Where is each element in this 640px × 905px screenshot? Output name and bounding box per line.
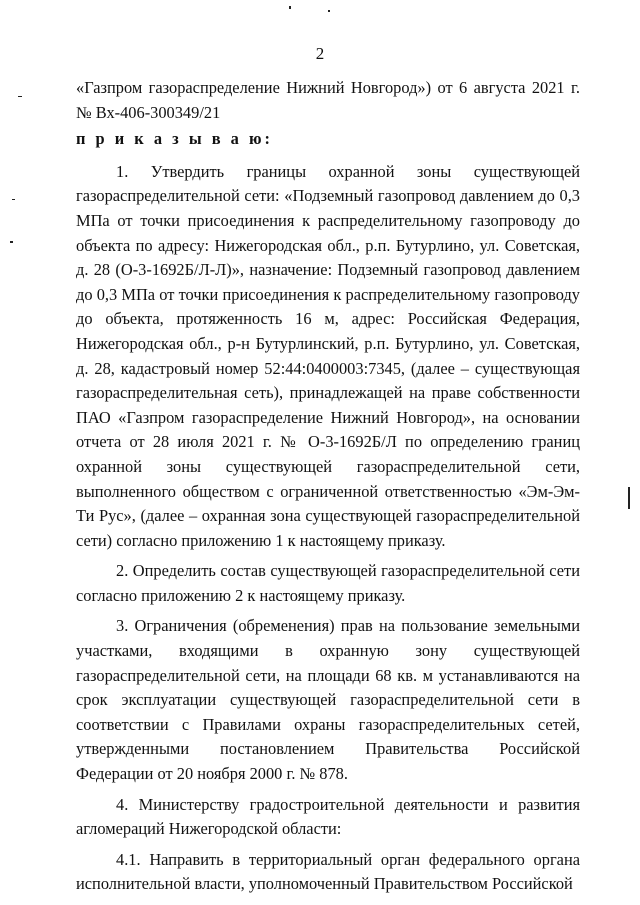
page-number: 2: [315, 44, 325, 63]
scan-speck: [328, 10, 330, 12]
paragraph-item-2: 2. Определить состав существующей газораспределительной сети согласно приложению 2 к настоящему приказу.: [76, 561, 580, 605]
paragraph-item-4: 4. Министерству градостроительной деятельности и развития агломераций Нижегородской области:: [76, 794, 580, 839]
scan-speck: [10, 241, 13, 243]
scan-speck: [628, 487, 630, 509]
document-body: [76, 76, 580, 897]
scan-speck: [18, 96, 22, 97]
scan-speck: [289, 6, 291, 9]
order-word: п р и к а з ы в а ю:: [76, 129, 273, 149]
paragraph-item-1: 1. Утвердить границы охранной зоны существующей газораспределительной сети: «Подземный газопровод давлением до 0,3 МПа от точки присоединения к распределительному газопроводу до объекта по адресу: Нижегородская обл., р.п. Бутурлино, ул. Советская, д. 28 (О-3-1692Б/Л-Л)», назначение: Подземный газопровод давлением до 0,3 МПа от точки присоединения к распределительному газопроводу до объекта, протяженность 16 м, адрес: Российская Федерация, Нижегородская обл., р-н Бутурлинский, р.п. Бутурлино, ул. Советская, д. 28, кадастровый номер 52:44:0400003:7345, (далее – существующая газораспределительная сеть), принадлежащей на праве собственности ПАО «Газпром газораспределение Нижний Новгород», на основании отчета от 28 июля 2021 г. № О-3-1692Б/Л по определению границ охранной зоны существующей газораспределительной сети, выполненного обществом с ограниченной ответственностью «Эм-Эм-Ти Рус», (далее – охранная зона существующей газораспределительной сети) согласно приложению 1 к настоящему приказу.: [76, 161, 580, 550]
scan-speck: [12, 199, 15, 200]
paragraph-item-3: 3. Ограничения (обременения) прав на пользование земельными участками, входящими в охранную зону существующей газораспределительной сети, на площади 68 кв. м устанавливаются на срок эксплуатации существующей газораспределительной сети в соответствии с Правилами охраны газораспределительных сетей, утвержденными постановлением Правительства Российской Федерации от 20 ноября 2000 г. № 878.: [76, 616, 580, 784]
paragraph-item-4-1: 4.1. Направить в территориальный орган федерального органа исполнительной власти, уполномоченный Правительством Российской: [76, 849, 580, 894]
paragraph-intro: «Газпром газораспределение Нижний Новгород») от 6 августа 2021 г. № Вх-406-300349/21: [76, 78, 580, 122]
